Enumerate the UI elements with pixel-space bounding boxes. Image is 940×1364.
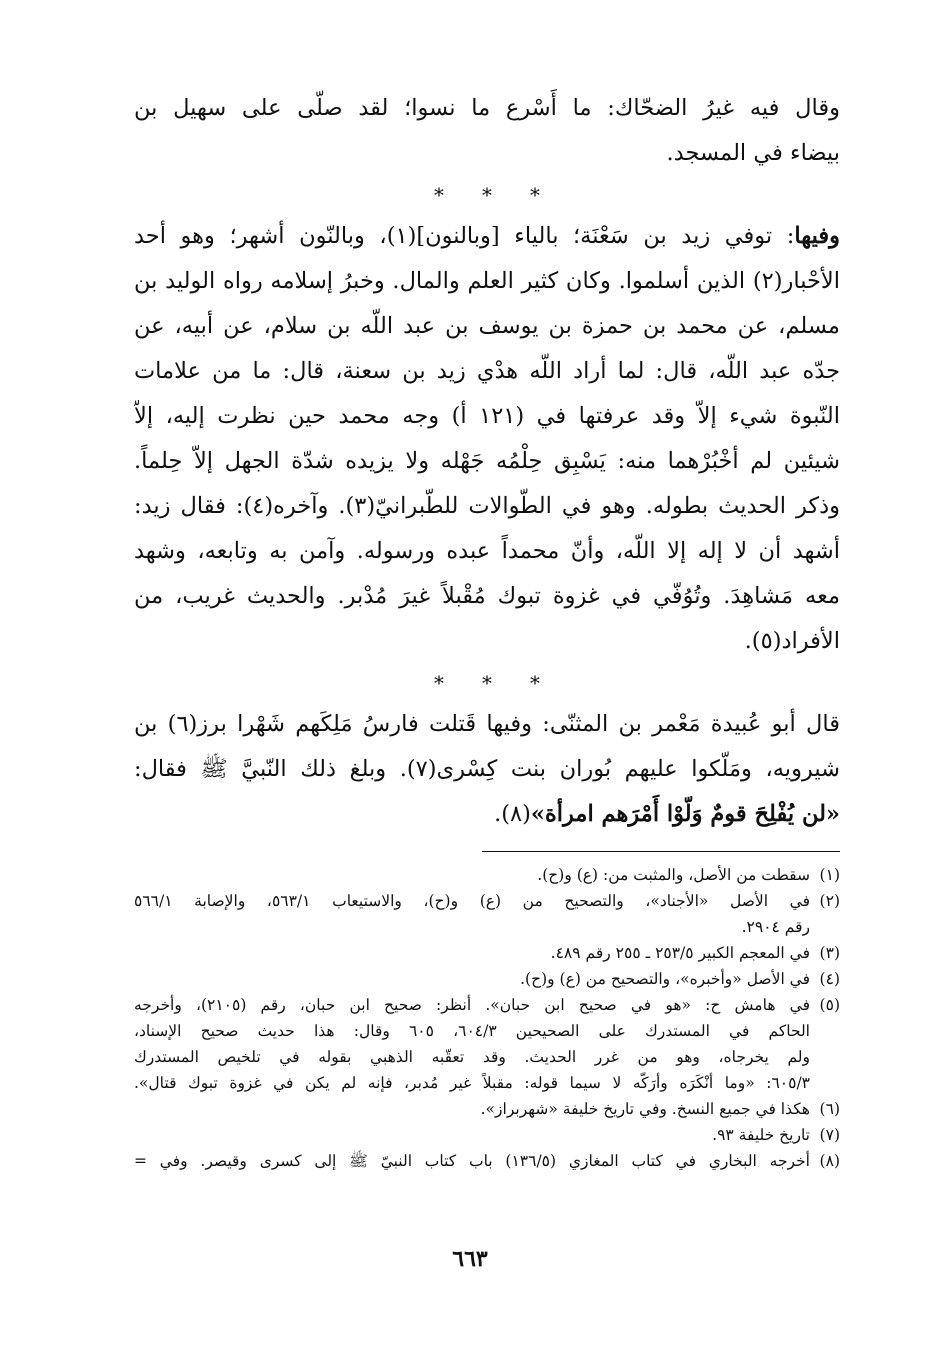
footnote-divider — [482, 851, 840, 852]
footnotes — [134, 862, 840, 1174]
paragraph-2 — [134, 214, 840, 664]
footnote-text: في الأصل «الأجناد»، والتصحيح من (ع) و(ح)، والاستيعاب ٥٦٣/١، والإصابة ٥٦٦/١ — [134, 892, 810, 910]
footnote — [134, 1148, 840, 1174]
text-line: الأحْبار(٢) الذين أسلموا. وكان كثير العلم والمال. وخبرُ إسلامه رواه الوليد بن — [134, 268, 840, 294]
text-line: النّبوة شيء إلاّ وقد عرفتها في (١٢١ أ) وجه محمد حين نظرت إليه، إلاّ — [134, 403, 840, 429]
text-line: الأفراد(٥). — [744, 628, 840, 654]
text-line: مسلم، عن محمد بن حمزة بن يوسف بن عبد اللّه بن سلام، عن أبيه، عن — [134, 313, 840, 339]
text-line: قال أبو عُبيدة مَعْمر بن المثنّى: وفيها قَتلت فارسُ مَلِكَهم شَهْرا برز(٦) بن — [134, 711, 840, 737]
star-ornament: * — [482, 183, 492, 207]
section-separator — [134, 176, 840, 214]
footnote-text: سقطت من الأصل، والمثبت من: (ع) و(ح). — [537, 866, 810, 884]
footnote-text: تاريخ خليفة ٩٣. — [712, 1126, 810, 1144]
footnote — [134, 1122, 840, 1148]
footnote-text: أخرجه البخاري في كتاب المغازي (١٣٦/٥) باب كتاب النبيّ ﷺ إلى كسرى وقيصر. وفي = — [134, 1152, 810, 1170]
text-line: شيئين لم أخْبُرْهما منه: يَسْبِق حِلْمُه جَهْله ولا يزيده شدّة الجهل إلاّ حِلماً. — [134, 448, 840, 474]
text-span: : توفي زيد بن سَعْنَة؛ بالياء [وبالنون](١)، وبالنّون أشهر؛ وهو أحد — [134, 223, 795, 249]
footnote-number: (٥) — [819, 996, 840, 1014]
footnote — [134, 888, 840, 914]
star-ornament: * — [530, 671, 540, 695]
footnote-number: (٧) — [819, 1126, 840, 1144]
footnote-text: ولم يخرجاه، وهو من غرر الحديث. وقد تعقّبه الذهبي بقوله في تلخيص المستدرك — [134, 1048, 810, 1066]
text-line: معه مَشاهِدَ. وتُوُفّي في غزوة تبوك مُقْبلاً غيرَ مُدْبر. والحديث غريب، من — [134, 583, 840, 609]
footnote — [134, 862, 840, 888]
text-line: أشهد أن لا إله إلا اللّه، وأنّ محمداً عبده ورسوله. وآمن به وتابعه، وشهد — [134, 538, 840, 564]
footnote-text: ٦٠٥/٣: «وما أنْكَرَه وأرَكّه لا سيما قوله: مقبلاً غير مُدبر، فإنه لم يكن في غزوة تبوك قتال». — [134, 1074, 810, 1092]
footnote-number: (٦) — [819, 1100, 840, 1118]
text-line: وذكر الحديث بطوله. وهو في الطّوالات للطّبرانيّ(٣). وآخره(٤): فقال زيد: — [134, 493, 840, 519]
footnote-number: (٣) — [819, 944, 840, 962]
footnote-text: رقم ٢٩٠٤. — [741, 918, 810, 936]
footnote-text: الحاكم في المستدرك على الصحيحين ٦٠٤/٣، ٦٠٥ وقال: هذا حديث صحيح الإسناد، — [134, 1022, 810, 1040]
paragraph-3 — [134, 702, 840, 837]
footnote-text: هكذا في جميع النسخ. وفي تاريخ خليفة «شهربراز». — [480, 1100, 810, 1118]
footnote-number: (٤) — [819, 970, 840, 988]
text-line: وقال فيه غيرُ الضحّاك: ما أَسْرع ما نسوا؛ لقد صلّى على سهيل بن — [134, 95, 840, 121]
footnote-text: في هامش ح: «هو في صحيح ابن حبان». أنظر: صحيح ابن حبان، رقم (٢١٠٥)، وأخرجه — [134, 996, 810, 1014]
footnote — [134, 992, 840, 1018]
paragraph-1 — [134, 86, 840, 176]
footnote-number: (٢) — [819, 892, 840, 910]
section-separator — [134, 664, 840, 702]
page-number: ٦٦٣ — [452, 1246, 488, 1272]
text-line — [134, 792, 840, 837]
hadith-quote: «لن يُفْلِحَ قومٌ وَلّوْا أَمْرَهم امرأة» — [530, 801, 840, 827]
text-line — [134, 214, 840, 259]
page-body — [134, 86, 840, 1174]
star-ornament: * — [434, 671, 444, 695]
star-ornament: * — [482, 671, 492, 695]
text-line: جدّه عبد اللّه، قال: لما أراد اللّه هدْي زيد بن سعنة، قال: ما من علامات — [134, 358, 840, 384]
text-line: شيرويه، ومَلّكوا عليهم بُوران بنت كِسْرى(٧). وبلغ ذلك النّبيَّ ﷺ فقال: — [134, 756, 840, 782]
footnote — [134, 1096, 840, 1122]
text-span: (٨). — [494, 801, 531, 827]
footnote-number: (١) — [819, 866, 840, 884]
text-line: بيضاء في المسجد. — [666, 140, 840, 166]
footnote-number: (٨) — [819, 1152, 840, 1170]
lead-word: وفيها — [794, 223, 840, 249]
footnote-text: في الأصل «وأخبره»، والتصحيح من (ع) و(ح). — [520, 970, 810, 988]
footnote — [134, 940, 840, 966]
star-ornament: * — [530, 183, 540, 207]
footnote-text: في المعجم الكبير ٢٥٣/٥ ـ ٢٥٥ رقم ٤٨٩. — [550, 944, 810, 962]
footnote — [134, 966, 840, 992]
star-ornament: * — [434, 183, 444, 207]
